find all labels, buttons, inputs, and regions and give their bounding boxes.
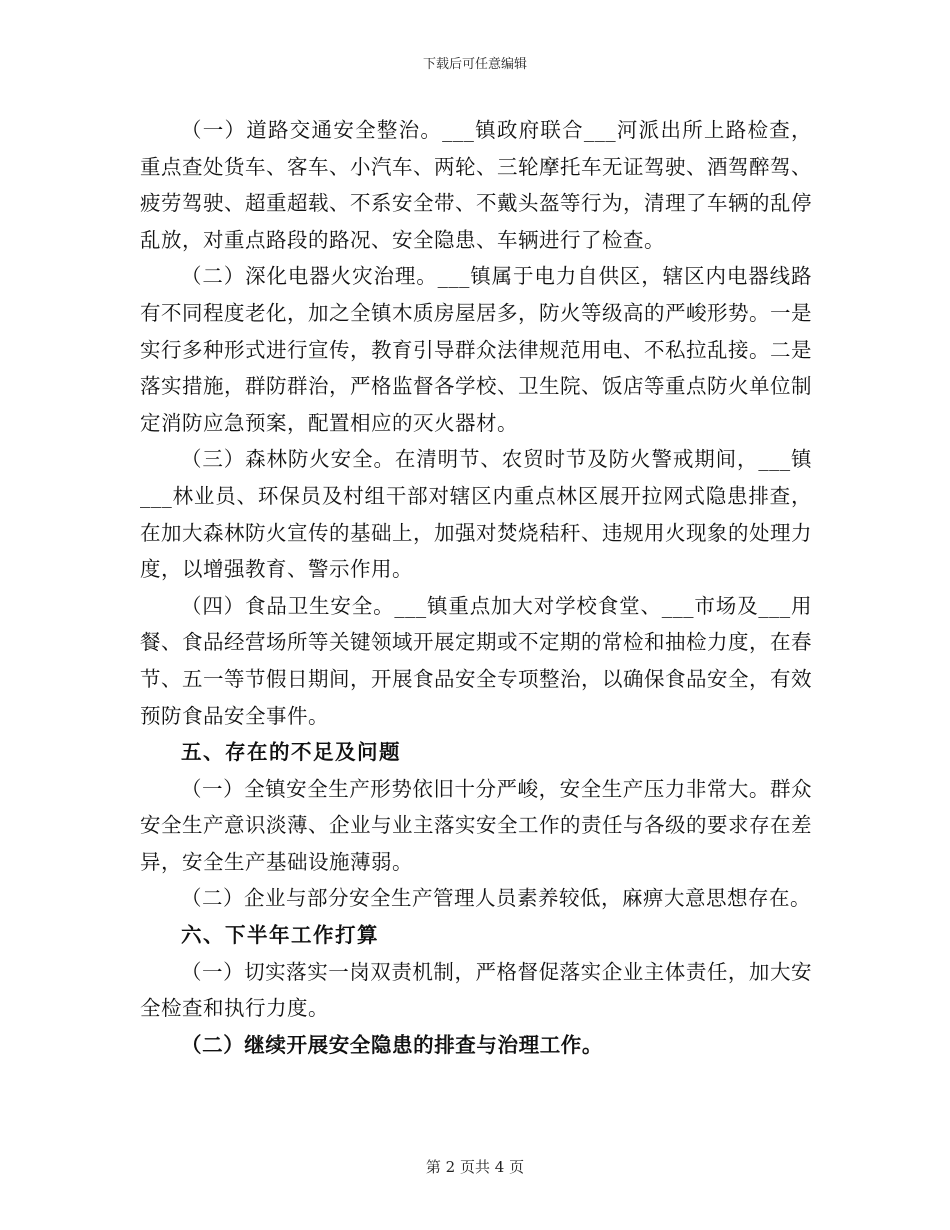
paragraph-plan-1: （一）切实落实一岗双责机制，严格督促落实企业主体责任，加大安全检查和执行力度。	[140, 959, 812, 1021]
page-header: 下载后可任意编辑	[422, 57, 527, 72]
page-footer: 第 2 页共 4 页	[425, 1158, 525, 1176]
paragraph-traffic-safety: （一）道路交通安全整治。___镇政府联合___河派出所上路检查，重点查处货车、客车、小汽车、两轮、三轮摩托车无证驾驶、酒驾醉驾、疲劳驾驶、超重超载、不系安全带、不戴头盔等行为，清理了车辆的乱停乱放，对重点路段的路况、安全隐患、车辆进行了检查。	[140, 118, 812, 252]
document-body	[140, 112, 812, 1063]
section-heading-problems: 五、存在的不足及问题	[181, 740, 401, 765]
paragraph-problem-1: （一）全镇安全生产形势依旧十分严峻，安全生产压力非常大。群众安全生产意识淡薄、企业与业主落实安全工作的责任与各级的要求存在差异，安全生产基础设施薄弱。	[140, 776, 812, 874]
paragraph-problem-2: （二）企业与部分安全生产管理人员素养较低，麻痹大意思想存在。	[181, 886, 811, 911]
paragraph-electrical-fire: （二）深化电器火灾治理。___镇属于电力自供区，辖区内电器线路有不同程度老化，加之全镇木质房屋居多，防火等级高的严峻形势。一是实行多种形式进行宣传，教育引导群众法律规范用电、不私拉乱接。二是落实措施，群防群治，严格监督各学校、卫生院、饭店等重点防火单位制定消防应急预案，配置相应的灭火器材。	[140, 264, 812, 435]
paragraph-forest-fire: （三）森林防火安全。在清明节、农贸时节及防火警戒期间，___镇___林业员、环保员及村组干部对辖区内重点林区展开拉网式隐患排查，在加大森林防火宣传的基础上，加强对焚烧秸秆、违规用火现象的处理力度，以增强教育、警示作用。	[140, 447, 812, 582]
paragraph-food-safety: （四）食品卫生安全。___镇重点加大对学校食堂、___市场及___用餐、食品经营场所等关键领域开展定期或不定期的常检和抽检力度，在春节、五一等节假日期间，开展食品安全专项整治，以确保食品安全，有效预防食品安全事件。	[140, 593, 812, 728]
paragraph-plan-2: （二）继续开展安全隐患的排查与治理工作。	[181, 1032, 603, 1057]
section-heading-plans: 六、下半年工作打算	[181, 923, 379, 948]
